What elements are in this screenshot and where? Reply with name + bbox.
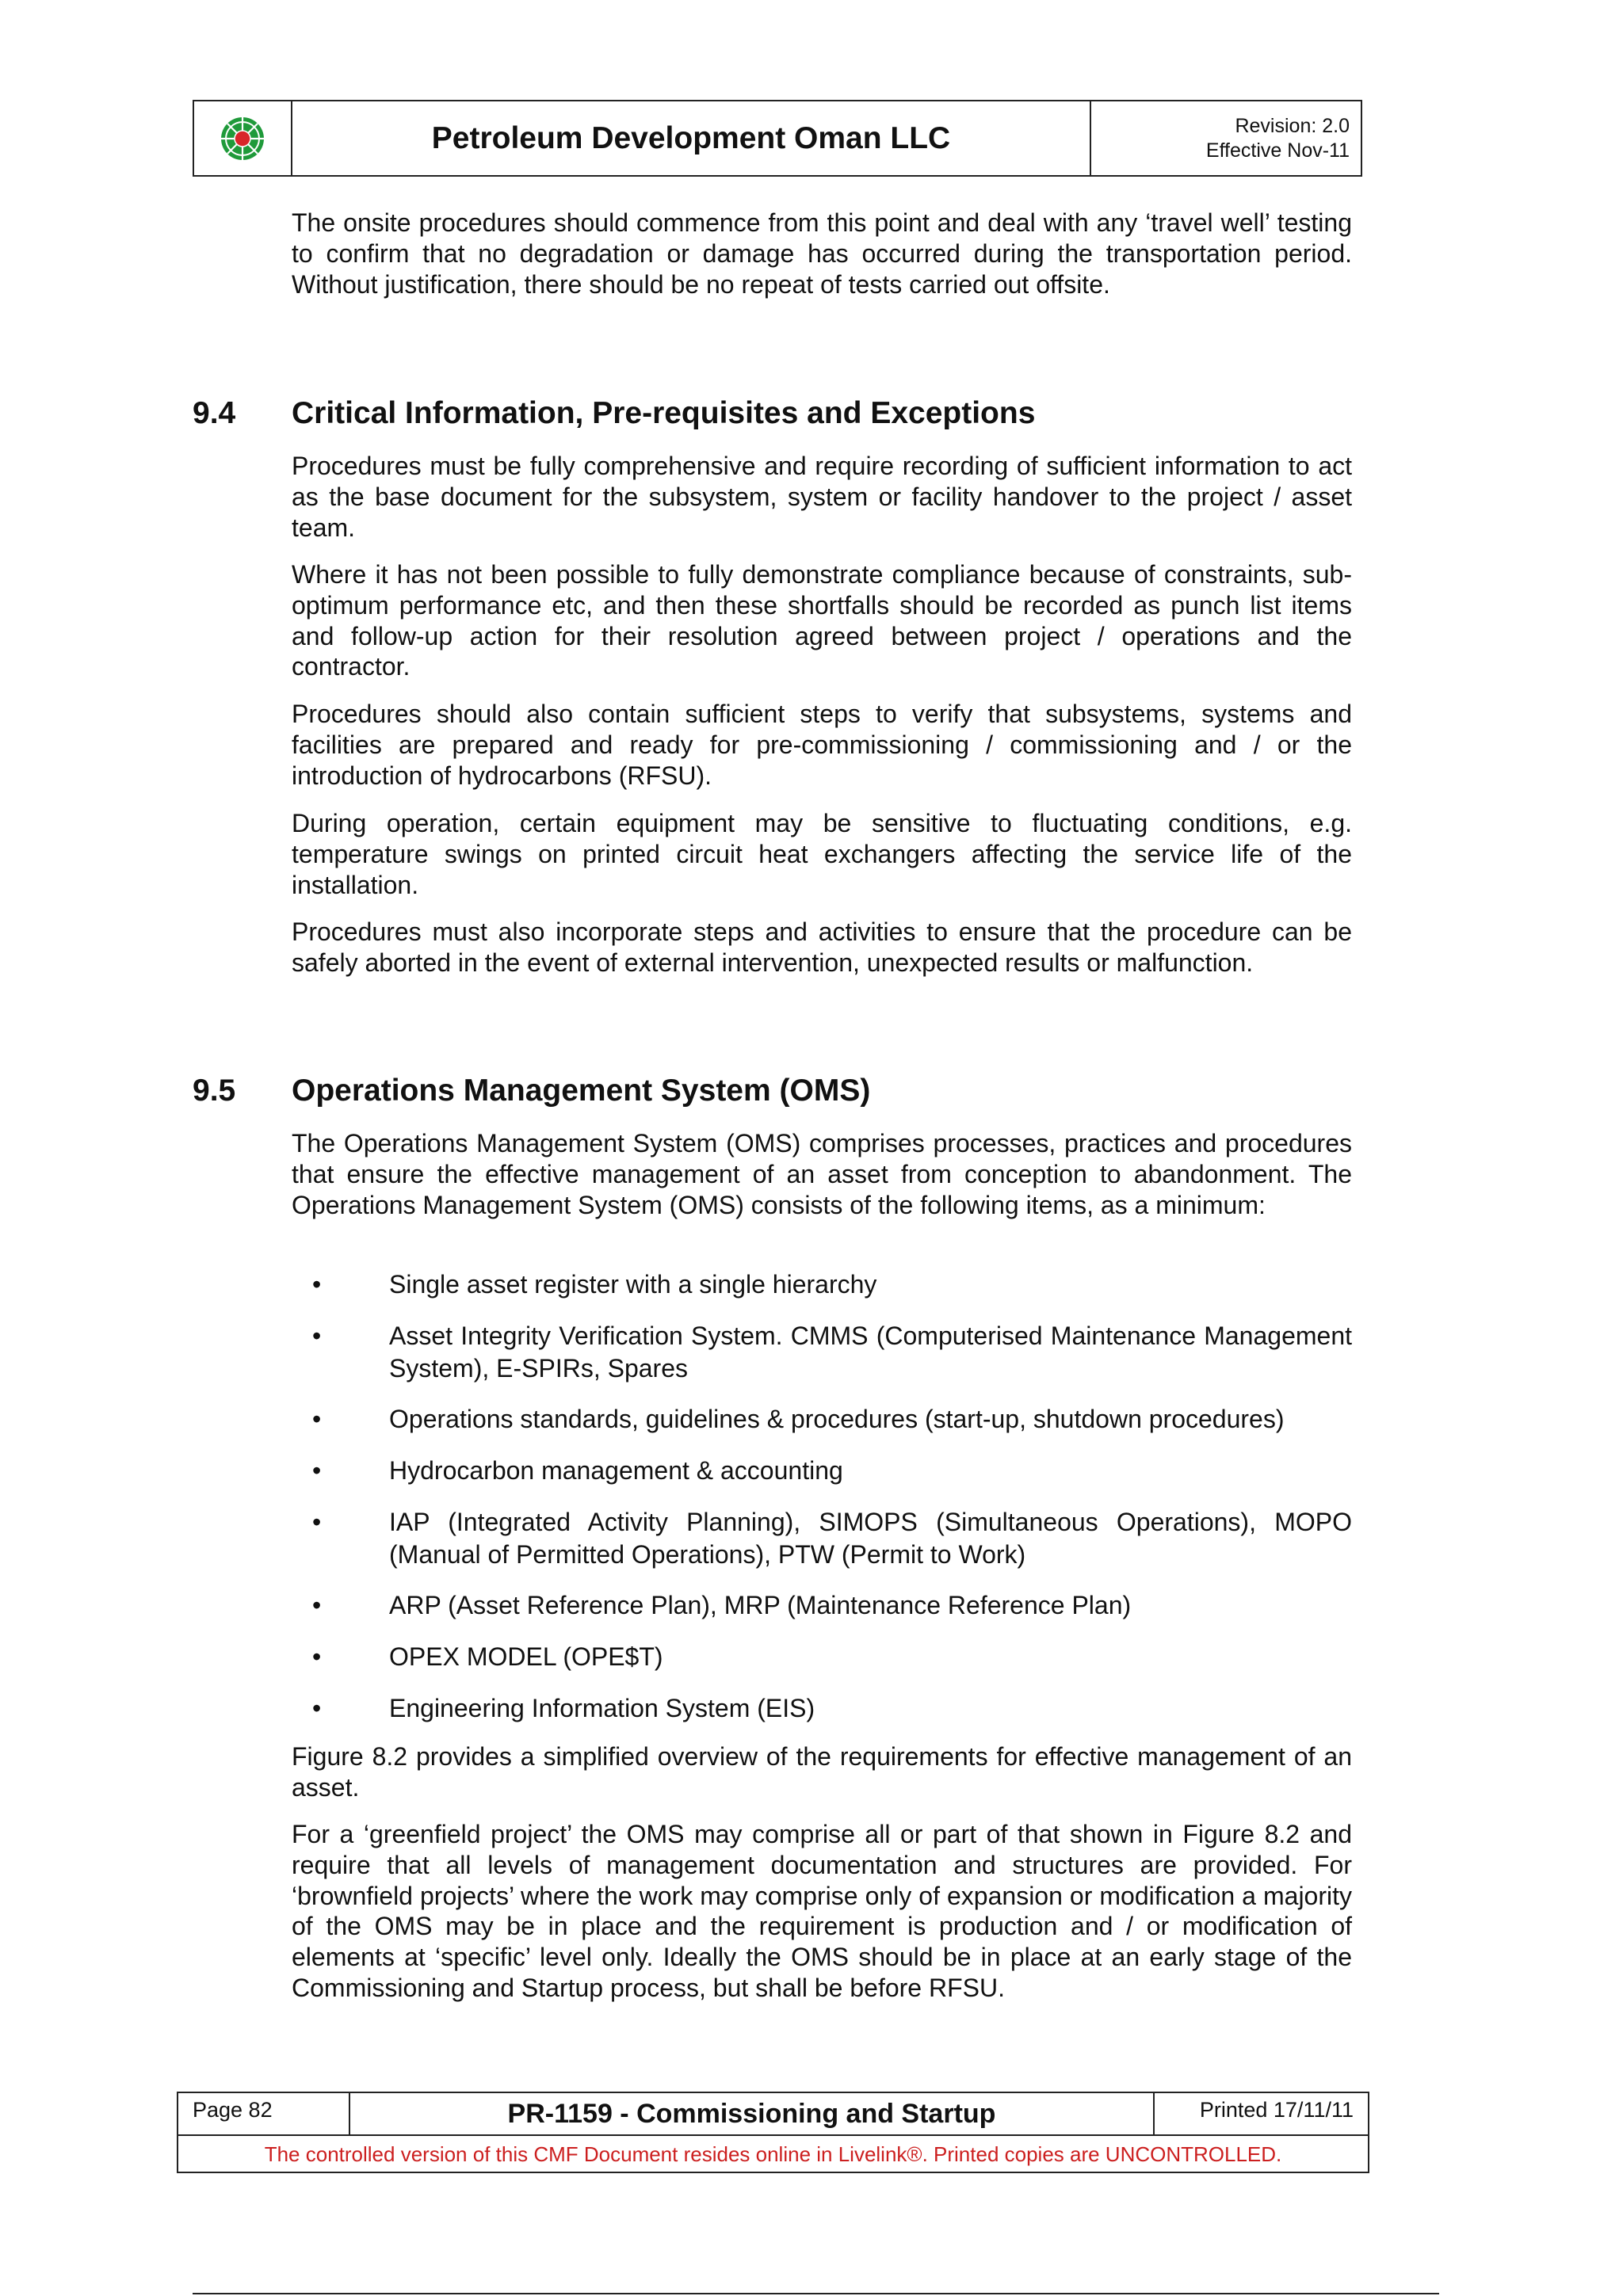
section-9-5-p1 [292,1741,1352,1803]
list-item-text: OPEX MODEL (OPE$T) [389,1642,663,1671]
bullet-icon: • [312,1405,322,1433]
section-number: 9.4 [193,396,236,430]
document-title: PR-1159 - Commissioning and Startup [350,2093,1155,2134]
bullet-icon: • [312,1508,322,1536]
page-number: Page 82 [178,2093,350,2134]
paragraph: The Operations Management System (OMS) comprises processes, practices and procedures that ensure the effective management of an asset from conception to abandonment. The Operations Management System (OMS) consists of the following items, as a minimum: [292,1129,1352,1219]
section-9-4-p4 [292,808,1352,900]
list-item-text: Operations standards, guidelines & procedures (start-up, shutdown procedures) [389,1405,1285,1433]
list-item-text: ARP (Asset Reference Plan), MRP (Maintenance Reference Plan) [389,1591,1132,1619]
section-9-4-p5 [292,917,1352,978]
list-item-text: IAP (Integrated Activity Planning), SIMOPS (Simultaneous Operations), MOPO (Manual of Permitted Operations), PTW (Permit to Work) [389,1508,1352,1569]
section-number: 9.5 [193,1074,236,1108]
section-title: Critical Information, Pre-requisites and Exceptions [292,396,1036,430]
section-heading-9-4 [193,396,1035,431]
paragraph: Where it has not been possible to fully demonstrate compliance because of constraints, sub-optimum performance etc, and then these shortfalls should be recorded as punch list items and follow-up action for their resolution agreed between project / operations and the contractor. [292,560,1352,681]
controlled-copy-notice: The controlled version of this CMF Document resides online in Livelink®. Printed copies are UNCONTROLLED. [264,2142,1282,2166]
logo-cell [194,101,292,175]
section-9-4-p2 [292,559,1352,682]
pdo-logo-icon [220,116,265,162]
footer-row [178,2093,1368,2136]
effective-date: Effective Nov-11 [1205,139,1350,162]
intro-block [292,208,1352,299]
paragraph: Figure 8.2 provides a simplified overview of the requirements for effective management of an asset. [292,1742,1352,1802]
document-footer [177,2092,1369,2173]
paragraph: For a ‘greenfield project’ the OMS may comprise all or part of that shown in Figure 8.2 and require that all levels of management documentation and structures are provided. For ‘brownfield projects’ where the work may comprise only of expansion or modification a majority of the OMS may be in place and the requirement is production and / or modification of elements at ‘specific’ level only. Ideally the OMS should be in place at an early stage of the Commissioning and Startup process, but shall be before RFSU. [292,1820,1352,2002]
bullet-icon: • [312,1642,322,1671]
bullet-icon: • [312,1694,322,1722]
bullet-icon: • [312,1456,322,1485]
company-name: Petroleum Development Oman LLC [292,101,1091,175]
paragraph: During operation, certain equipment may be sensitive to fluctuating conditions, e.g. temperature swings on printed circuit heat exchangers affecting the service life of the installation. [292,809,1352,899]
document-header [193,100,1362,177]
section-9-5-intro [292,1128,1352,1220]
section-9-4-p1 [292,451,1352,543]
section-heading-9-5 [193,1074,870,1108]
bullet-icon: • [312,1322,322,1350]
list-item-text: Hydrocarbon management & accounting [389,1456,843,1485]
paragraph: Procedures should also contain sufficient steps to verify that subsystems, systems and facilities are prepared and ready for pre-commissioning / commissioning and / or the introduction of hydrocarbons (RFSU). [292,700,1352,790]
list-item-text: Engineering Information System (EIS) [389,1694,815,1722]
list-item-text: Single asset register with a single hierarchy [389,1270,877,1299]
section-title: Operations Management System (OMS) [292,1074,871,1108]
revision-label: Revision: 2.0 [1235,114,1350,137]
list-item-text: Asset Integrity Verification System. CMMS (Computerised Maintenance Management System), E-SPIRs, Spares [389,1322,1352,1383]
printed-date: Printed 17/11/11 [1199,2098,1354,2122]
paragraph: Procedures must be fully comprehensive and require recording of sufficient information to act as the base document for the subsystem, system or facility handover to the project / asset team. [292,452,1352,542]
paragraph: Procedures must also incorporate steps and activities to ensure that the procedure can be safely aborted in the event of external intervention, unexpected results or malfunction. [292,917,1352,977]
section-9-4-p3 [292,699,1352,791]
intro-paragraph: The onsite procedures should commence from this point and deal with any ‘travel well’ testing to confirm that no degradation or damage has occurred during the transportation period. Without justification, there should be no repeat of tests carried out offsite. [292,208,1352,299]
revision-info [1091,101,1361,175]
bullet-icon: • [312,1270,322,1299]
bullet-icon: • [312,1591,322,1619]
bottom-divider [193,2293,1439,2294]
section-9-5-p2 [292,1819,1352,2004]
